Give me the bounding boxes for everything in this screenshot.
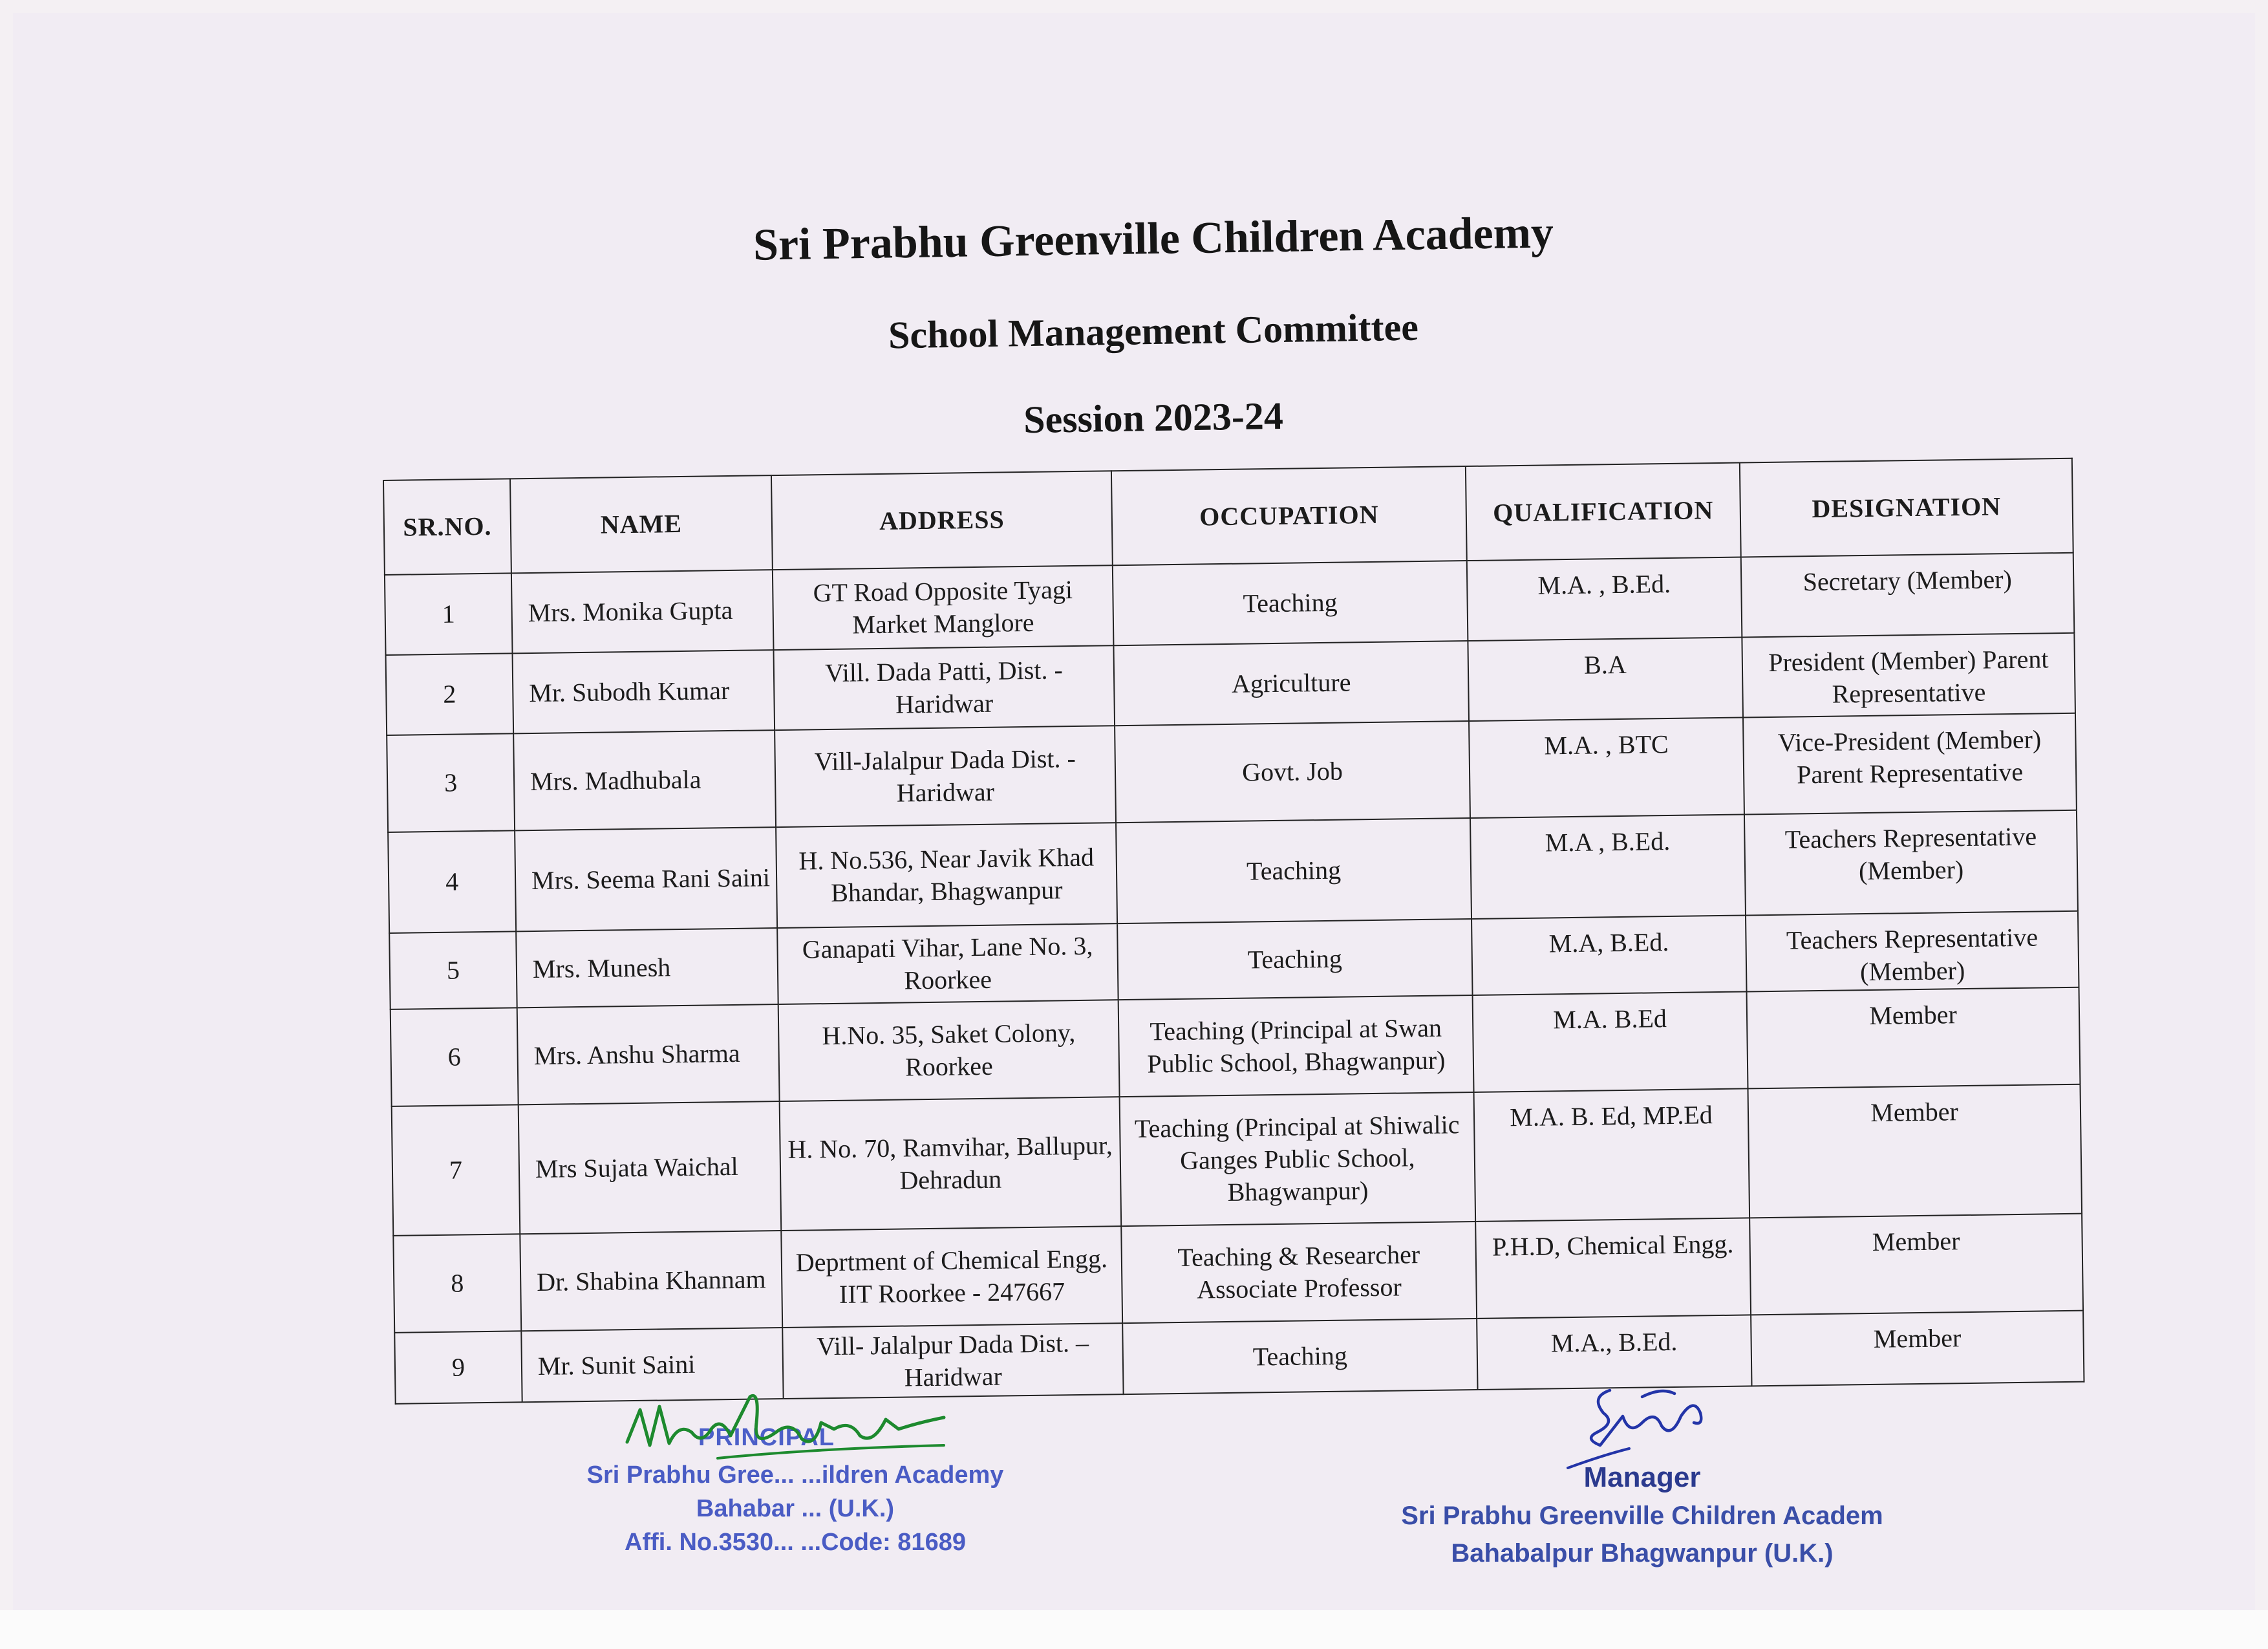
cell-name: Mrs Sujata Waichal bbox=[519, 1101, 782, 1234]
cell-designation: Vice-President (Member) Parent Representative bbox=[1743, 713, 2077, 815]
school-name: Sri Prabhu Greenville Children Academy bbox=[753, 208, 1554, 270]
cell-occupation: Teaching bbox=[1116, 818, 1471, 923]
cell-srno: 6 bbox=[390, 1008, 519, 1106]
table-row bbox=[392, 1084, 2082, 1236]
cell-occupation: Govt. Job bbox=[1115, 721, 1470, 823]
cell-address: Vill. Dada Patti, Dist. - Haridwar bbox=[773, 645, 1115, 730]
column-header-designation: DESIGNATION bbox=[1740, 458, 2073, 557]
cell-occupation: Teaching & Researcher Associate Professor bbox=[1121, 1222, 1477, 1323]
cell-srno: 3 bbox=[387, 733, 515, 832]
cell-name: Mrs. Monika Gupta bbox=[511, 570, 774, 653]
cell-address: Deprtment of Chemical Engg. IIT Roorkee - 247667 bbox=[781, 1226, 1122, 1328]
cell-name: Mr. Subodh Kumar bbox=[513, 650, 775, 733]
manager-title: Manager bbox=[1583, 1461, 1701, 1493]
column-header-address: ADDRESS bbox=[771, 471, 1113, 570]
cell-qualification: M.A, B.Ed. bbox=[1471, 915, 1747, 995]
cell-qualification: M.A., B.Ed. bbox=[1477, 1315, 1751, 1390]
cell-address: Vill-Jalalpur Dada Dist. - Haridwar bbox=[775, 726, 1116, 827]
cell-designation: Member bbox=[1751, 1311, 2084, 1386]
cell-designation: Teachers Representative (Member) bbox=[1744, 810, 2078, 916]
committee-table bbox=[383, 458, 2084, 1405]
cell-occupation: Teaching bbox=[1117, 919, 1472, 1000]
committee-title: School Management Committee bbox=[888, 305, 1419, 357]
cell-name: Mrs. Madhubala bbox=[513, 730, 776, 830]
principal-stamp-address: Bahabar ... (U.K.) bbox=[696, 1495, 895, 1522]
cell-qualification: M.A. B.Ed bbox=[1473, 991, 1748, 1092]
manager-signature bbox=[1565, 1377, 1733, 1474]
cell-qualification: M.A. B. Ed, MP.Ed bbox=[1474, 1088, 1750, 1222]
column-header-srno: SR.NO. bbox=[383, 479, 511, 575]
cell-occupation: Teaching (Principal at Shiwalic Ganges Public School, Bhagwanpur) bbox=[1120, 1092, 1476, 1226]
cell-qualification: P.H.D, Chemical Engg. bbox=[1475, 1218, 1751, 1319]
cell-name: Dr. Shabina Khannam bbox=[520, 1231, 782, 1331]
cell-srno: 5 bbox=[389, 931, 517, 1009]
column-header-occupation: OCCUPATION bbox=[1111, 466, 1467, 565]
cell-designation: President (Member) Parent Representative bbox=[1742, 633, 2075, 718]
cell-qualification: M.A. , BTC bbox=[1469, 717, 1744, 818]
session-title: Session 2023-24 bbox=[1023, 394, 1284, 442]
cell-address: H. No.536, Near Javik Khad Bhandar, Bhagwanpur bbox=[776, 823, 1117, 928]
cell-name: Mrs. Anshu Sharma bbox=[517, 1004, 780, 1105]
cell-address: H. No. 70, Ramvihar, Ballupur, Dehradun bbox=[780, 1097, 1122, 1231]
cell-name: Mrs. Munesh bbox=[516, 928, 778, 1008]
cell-srno: 4 bbox=[388, 830, 516, 933]
cell-designation: Teachers Representative (Member) bbox=[1746, 911, 2079, 992]
cell-name: Mrs. Seema Rani Saini bbox=[515, 827, 777, 931]
principal-signature bbox=[621, 1384, 957, 1474]
principal-stamp-affiliation: Affi. No.3530... ...Code: 81689 bbox=[625, 1529, 966, 1556]
column-header-qualification: QUALIFICATION bbox=[1466, 463, 1741, 561]
cell-occupation: Teaching (Principal at Swan Public School, Bhagwanpur) bbox=[1118, 995, 1474, 1097]
cell-designation: Member bbox=[1749, 1214, 2083, 1315]
principal-stamp-school: Sri Prabhu Gree... ...ildren Academy bbox=[586, 1461, 1004, 1489]
manager-stamp-address: Bahabalpur Bhagwanpur (U.K.) bbox=[1451, 1539, 1834, 1568]
cell-address: Vill- Jalalpur Dada Dist. – Haridwar bbox=[782, 1323, 1123, 1399]
column-header-name: NAME bbox=[510, 475, 773, 573]
cell-address: GT Road Opposite Tyagi Market Manglore bbox=[773, 565, 1114, 650]
cell-designation: Member bbox=[1748, 1084, 2082, 1218]
cell-srno: 2 bbox=[386, 653, 514, 735]
cell-address: H.No. 35, Saket Colony, Roorkee bbox=[778, 1000, 1120, 1101]
cell-occupation: Agriculture bbox=[1113, 641, 1469, 726]
cell-qualification: M.A , B.Ed. bbox=[1470, 814, 1746, 919]
cell-occupation: Teaching bbox=[1113, 561, 1468, 645]
cell-srno: 7 bbox=[392, 1105, 520, 1236]
page-margin bbox=[0, 1610, 2268, 1649]
manager-stamp-school: Sri Prabhu Greenville Children Academ bbox=[1401, 1502, 1883, 1530]
cell-occupation: Teaching bbox=[1122, 1319, 1477, 1394]
cell-designation: Member bbox=[1747, 987, 2081, 1089]
committee-table-wrapper bbox=[383, 458, 2083, 1405]
cell-designation: Secretary (Member) bbox=[1741, 553, 2075, 638]
principal-title: PRINCIPAL bbox=[698, 1424, 835, 1451]
cell-qualification: M.A. , B.Ed. bbox=[1467, 557, 1742, 641]
cell-qualification: B.A bbox=[1468, 638, 1743, 722]
cell-srno: 1 bbox=[385, 573, 513, 655]
cell-srno: 9 bbox=[394, 1331, 522, 1404]
cell-address: Ganapati Vihar, Lane No. 3, Roorkee bbox=[777, 923, 1118, 1004]
cell-srno: 8 bbox=[393, 1234, 521, 1333]
cell-name: Mr. Sunit Saini bbox=[521, 1328, 783, 1402]
